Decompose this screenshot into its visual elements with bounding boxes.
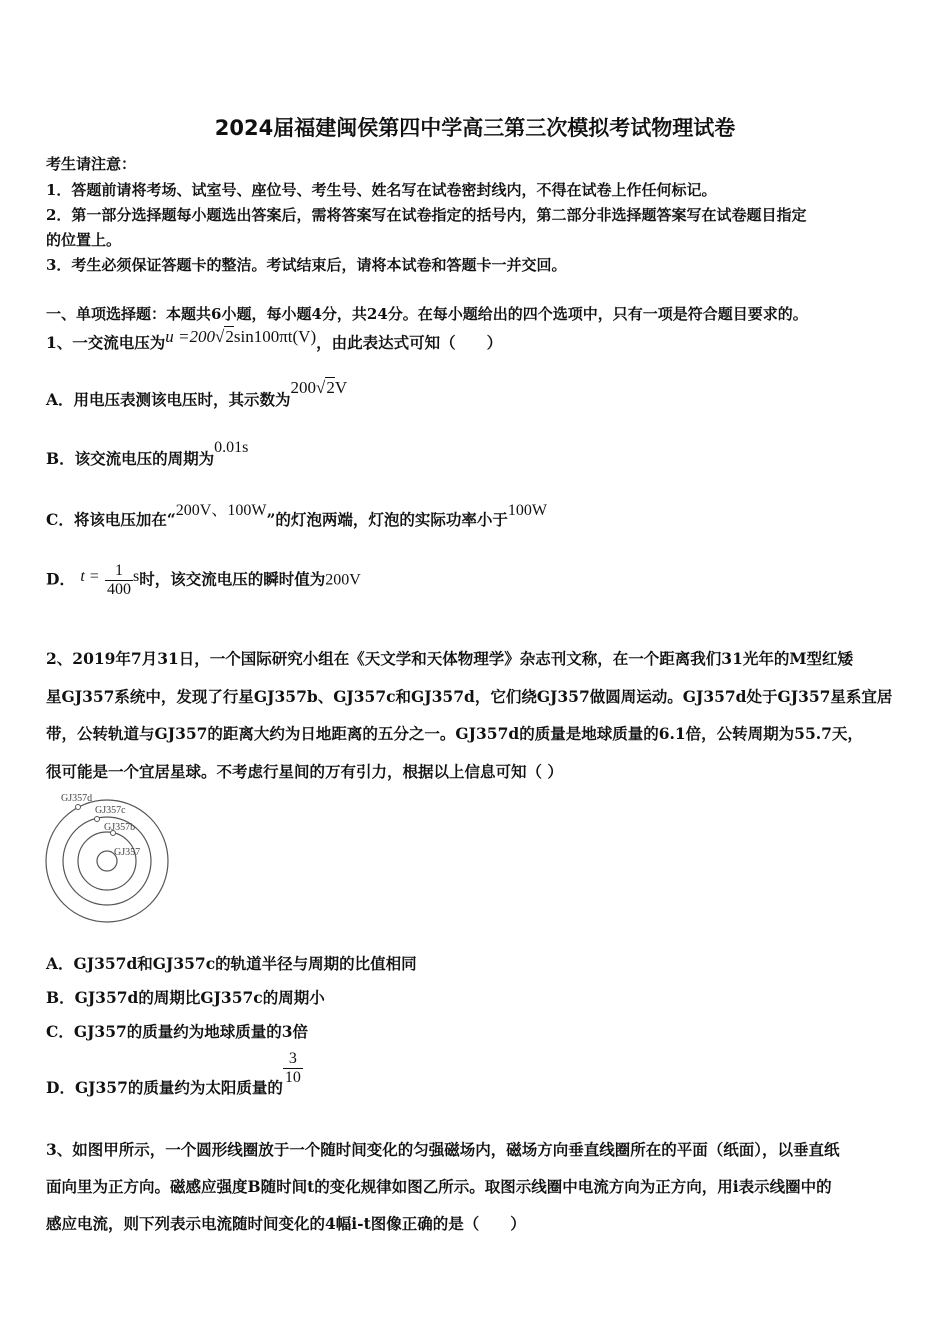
notice-item-1: 1．答题前请将考场、试室号、座位号、考生号、姓名写在试卷密封线内，不得在试卷上作任何标记。 [46, 181, 717, 199]
q2-option-c[interactable]: C．GJ357的质量约为地球质量的3倍 [46, 1022, 309, 1041]
orbit-diagram [40, 788, 180, 923]
notice-heading: 考生请注意： [46, 155, 137, 173]
notice-item-2: 2．第一部分选择题每小题选出答案后，需将答案写在试卷指定的括号内，第二部分非选择题答案写在试卷题目指定 [46, 206, 807, 224]
page-title: 2024届福建闽侯第四中学高三第三次模拟考试物理试卷 [214, 116, 736, 140]
question-1-stem [46, 327, 503, 353]
notice-item-2-cont: 的位置上。 [46, 231, 122, 249]
q2-option-a[interactable]: A．GJ357d和GJ357c的轨道半径与周期的比值相同 [46, 954, 417, 973]
q2-option-d[interactable]: D．GJ357的质量约为太阳质量的 $\frac{3}{10}$ [46, 1050, 301, 1097]
label-gj357c: GJ357c [95, 805, 126, 816]
label-gj357d: GJ357d [61, 793, 93, 804]
orbit-d [46, 800, 168, 922]
q3-line-3: 感应电流，则下列表示电流随时间变化的4幅i-t图像正确的是（ ） [46, 1214, 526, 1233]
q2-line-3: 带，公转轨道与GJ357的距离大约为日地距离的五分之一。GJ357d的质量是地球质量的6.1倍，公转周期为55.7天， [46, 724, 863, 743]
label-gj357: GJ357 [114, 847, 141, 858]
q3-line-2: 面向里为正方向。磁感应强度B随时间t的变化规律如图乙所示。取图示线圈中电流方向为正方向，用i表示线圈中的 [46, 1177, 832, 1196]
q2-option-b[interactable]: B．GJ357d的周期比GJ357c的周期小 [46, 988, 325, 1007]
q1-formula: u =200√2sin100πt(V) [165, 327, 317, 346]
q1-option-b[interactable]: B．该交流电压的周期为0.01s [46, 439, 249, 468]
q1-option-c[interactable]: C．将该电压加在“200V、100W”的灯泡两端，灯泡的实际功率小于100W [46, 502, 547, 529]
planet-c [95, 817, 100, 822]
q1-d-fraction: $\frac{1}{400}$ [107, 562, 132, 598]
q1-stem-prefix: 1、一交流电压为 [46, 333, 166, 352]
q2-line-1: 2、2019年7月31日，一个国际研究小组在《天文学和天体物理学》杂志刊文称，在一个距离我们31光年的M型红矮 [46, 649, 854, 668]
q1-option-d[interactable]: D． t = $\frac{1}{400}$ s时，该交流电压的瞬时值为200V [46, 562, 361, 598]
q2-line-4: 很可能是一个宜居星球。不考虑行星间的万有引力，根据以上信息可知（ ） [46, 762, 563, 781]
orbit-b [78, 832, 136, 890]
q3-line-1: 3、如图甲所示，一个圆形线圈放于一个随时间变化的匀强磁场内，磁场方向垂直线圈所在的平面（纸面），以垂直纸 [46, 1140, 840, 1159]
planet-d [76, 805, 81, 810]
notice-item-3: 3．考生必须保证答题卡的整洁。考试结束后，请将本试卷和答题卡一并交回。 [46, 256, 567, 274]
q2-line-2: 星GJ357系统中，发现了行星GJ357b、GJ357c和GJ357d，它们绕GJ357做圆周运动。GJ357d处于GJ357星系宜居 [46, 687, 893, 706]
q1-stem-suffix: ，由此表达式可知（ ） [316, 333, 503, 352]
q1-option-a[interactable]: A．用电压表测该电压时，其示数为200√2V [46, 378, 348, 409]
section-heading: 一、单项选择题：本题共6小题，每小题4分，共24分。在每小题给出的四个选项中，只有一项是符合题目要求的。 [46, 305, 808, 323]
q2-d-fraction: $\frac{3}{10}$ [284, 1050, 301, 1086]
label-gj357b: GJ357b [104, 822, 136, 833]
